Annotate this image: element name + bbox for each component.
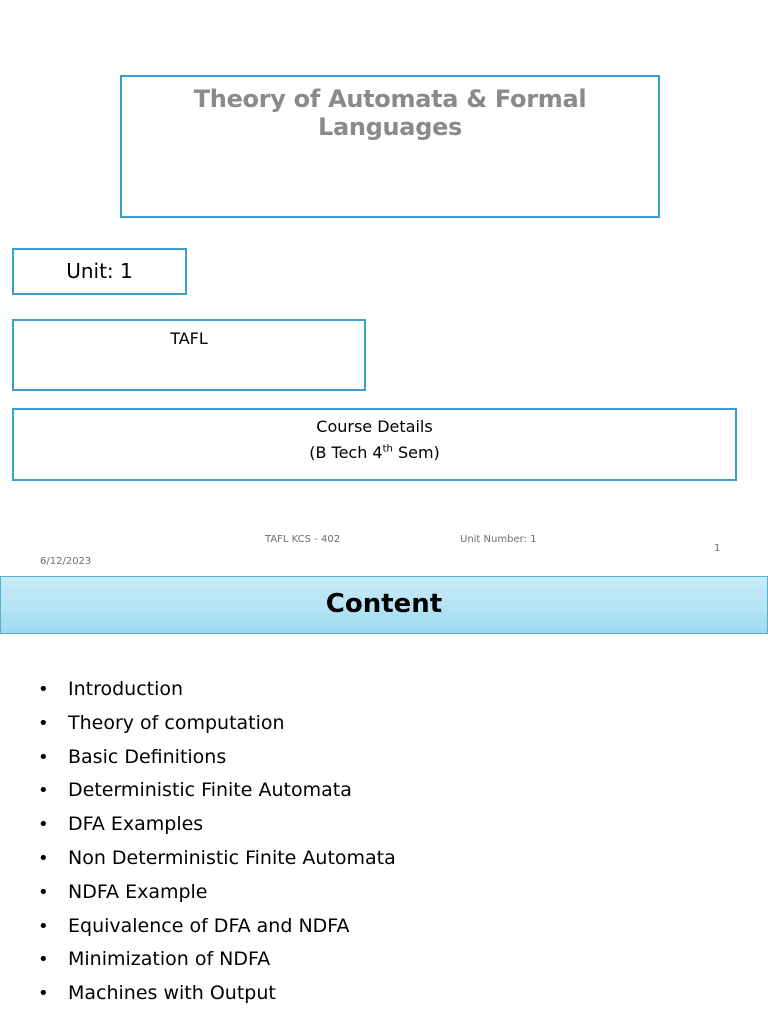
subject-code: TAFL [170,329,208,348]
bullet-icon: • [38,679,49,700]
title-box [120,75,660,218]
list-item: • Minimization of NDFA [0,943,768,977]
footer-unit: Unit Number: 1 [460,534,537,545]
bullet-icon: • [38,746,49,768]
list-item: • Non Deterministic Finite Automata [0,842,768,876]
bullet-icon: • [38,983,49,1005]
content-heading: Content [325,589,443,619]
bullet-icon: • [38,881,49,903]
bullet-icon: • [38,712,49,734]
slide-title: Theory of Automata & Formal Languages [193,85,587,141]
bullet-icon: • [38,814,49,836]
footer-course: TAFL KCS - 402 [265,534,341,545]
course-details-box [12,408,737,481]
course-details-semester [14,443,735,462]
content-list [0,673,768,1011]
unit-box [12,248,187,295]
subject-code-box [12,319,366,391]
list-item: • Basic Definitions [0,741,768,775]
list-item: • Introduction [0,673,768,707]
bullet-icon: • [38,915,49,937]
list-item: • NDFA Example [0,876,768,910]
bullet-icon: • [38,847,49,869]
footer-page-number: 1 [714,543,721,554]
list-item: • Theory of computation [0,707,768,741]
content-header [0,576,768,634]
list-item: • DFA Examples [0,808,768,842]
semester-prefix: (B Tech 4 [309,443,383,462]
footer-date: 6/12/2023 [40,556,92,567]
semester-suffix: Sem) [392,443,440,462]
unit-label: Unit: 1 [66,259,133,283]
bullet-icon: • [38,949,49,971]
bullet-icon: • [38,780,49,802]
list-item: • Equivalence of DFA and NDFA [0,910,768,944]
list-item: • Machines with Output [0,977,768,1011]
semester-superscript: th [382,443,393,455]
list-item: • Deterministic Finite Automata [0,774,768,808]
course-details-title: Course Details [316,417,433,436]
